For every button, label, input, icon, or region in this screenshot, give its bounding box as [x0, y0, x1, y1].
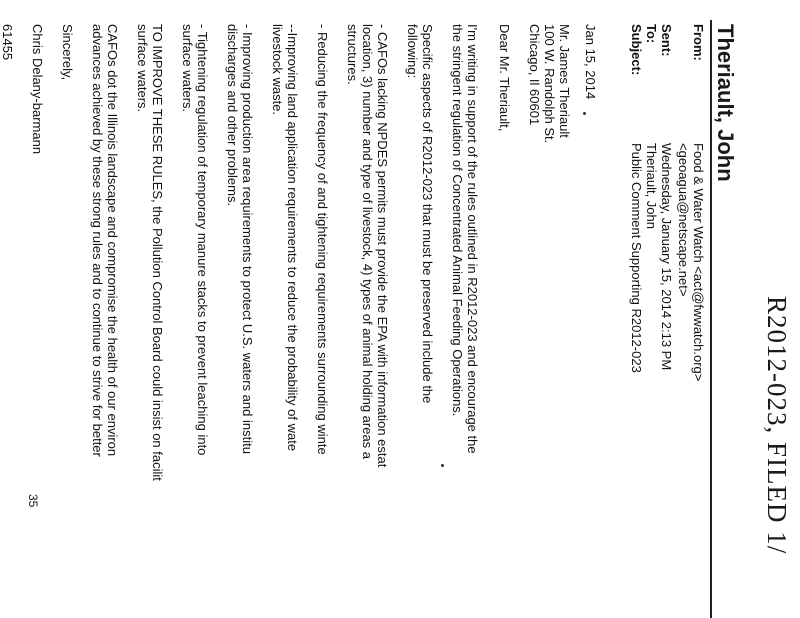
scan-speck — [441, 464, 444, 467]
subject-value: Public Comment Supporting R2012-023 — [629, 143, 644, 373]
intro-line-1: I'm writing in support of the rules outlined in R2012-023 and encourage the — [465, 24, 480, 454]
item-1-line-3: structures. — [345, 24, 360, 85]
improve-line-1: TO IMPROVE THESE RULES, the Pollution Control Board could insist on facilit — [150, 24, 165, 481]
salutation: Dear Mr. Theriault, — [497, 24, 512, 132]
filing-stamp: R2012-023, FILED 1/ — [762, 296, 792, 555]
from-value-line-1: Food & Water Watch <act@fwwatch.org> — [691, 143, 706, 382]
heading-divider — [710, 20, 712, 618]
sent-value: Wednesday, January 15, 2014 2:13 PM — [659, 143, 674, 371]
item-3-line-2: livestock waste. — [270, 24, 285, 116]
to-label: To: — [644, 24, 659, 44]
item-1-line-1: - CAFOs lacking NPDES permits must provide the EPA with information estat — [375, 24, 390, 468]
item-3-line-1: --Improving land application requirements to reduce the probability of wate — [285, 24, 300, 452]
item-2-line-1: - Reducing the frequency of and tightening requirements surrounding winte — [315, 24, 330, 455]
improve-line-2: surface waters. — [135, 24, 150, 113]
aspects-line-1: Specific aspects of R2012-023 that must be preserved include the — [420, 24, 435, 404]
closing-line-1: CAFOs dot the Illinois landscape and compromise the health of our environ — [105, 24, 120, 457]
address-line-2: 100 W. Randolph St. — [542, 24, 557, 144]
item-4-line-1: - Improving production area requirements to protect U.S. waters and institu — [240, 24, 255, 454]
zip-code: 61455 — [0, 24, 15, 61]
address-line-1: Mr. James Theriault — [557, 24, 572, 138]
page-number: 35 — [26, 494, 40, 508]
item-4-line-2: discharges and other problems. — [225, 24, 240, 207]
signature-name: Chris Delany-barmann — [30, 24, 45, 155]
sender-name-heading: Theriault, John — [713, 24, 738, 182]
address-line-3: Chicago, Il 60601 — [527, 24, 542, 126]
from-label: From: — [691, 24, 706, 61]
sign-off: Sincerely, — [60, 24, 75, 81]
item-1-line-2: location, 3) number and type of livestock, 4) types of animal holding areas a — [360, 24, 375, 460]
subject-label: Subject: — [629, 24, 644, 76]
item-5-line-2: surface waters. — [180, 24, 195, 113]
item-5-line-1: - Tightening regulation of temporary manure stacks to prevent leaching into — [195, 24, 210, 456]
closing-line-2: advances achieved by these strong rules and to continue to strive for better — [90, 24, 105, 457]
to-value: Theriault, John — [644, 143, 659, 229]
from-value-line-2: <geoagua@netscape.net> — [676, 143, 691, 297]
intro-line-2: the stringent regulation of Concentrated Animal Feeding Operations. — [450, 24, 465, 417]
scan-speck — [583, 112, 586, 115]
sent-label: Sent: — [659, 24, 674, 57]
letter-date: Jan 15, 2014 — [583, 24, 598, 100]
aspects-line-2: following: — [405, 24, 420, 79]
